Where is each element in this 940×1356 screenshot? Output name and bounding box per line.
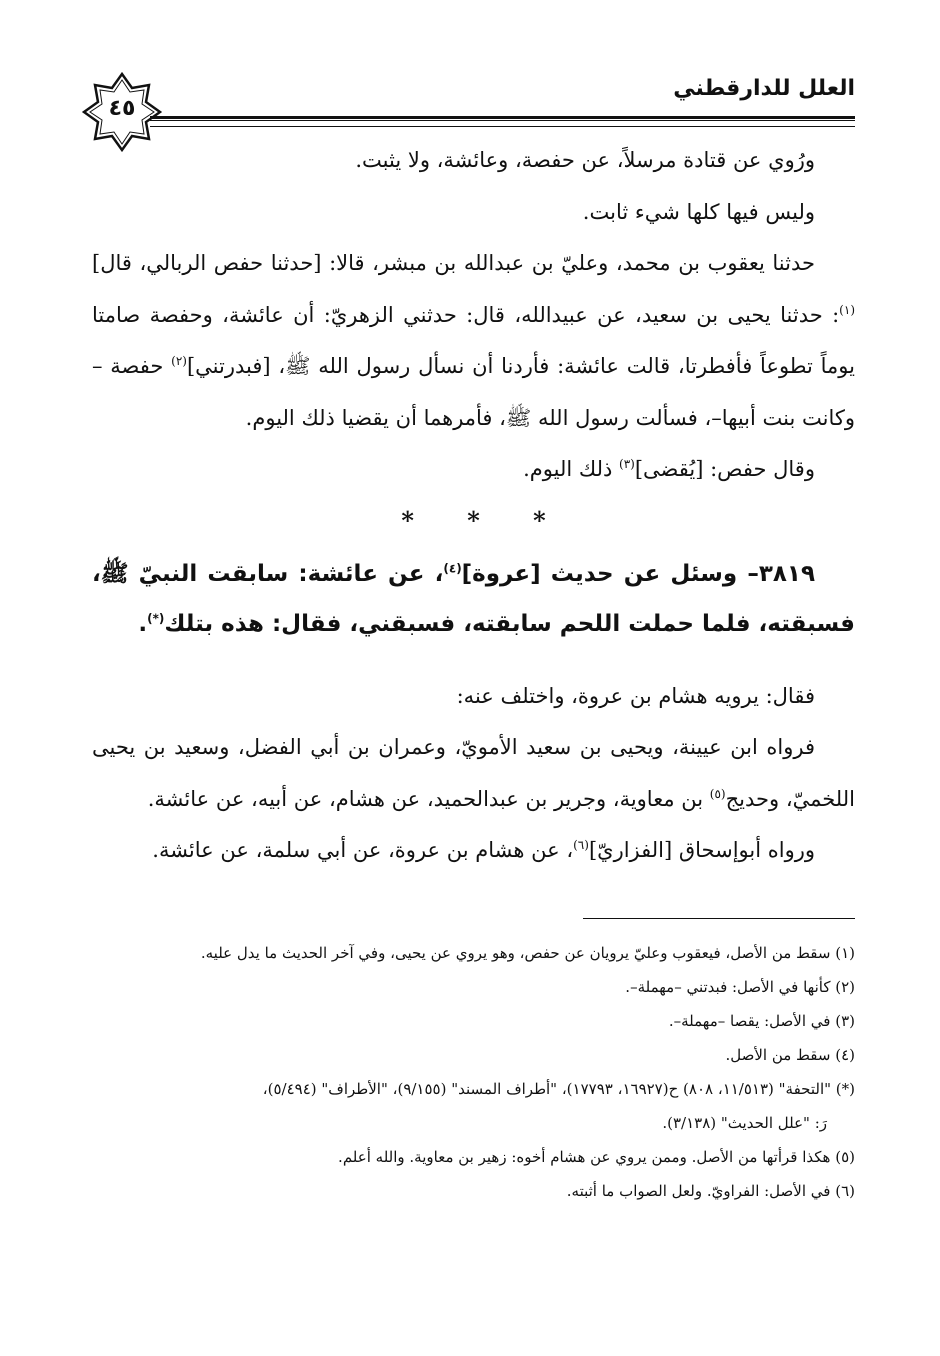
paragraph-text: ورواه أبوإسحاق [الفزاريّ]: [588, 838, 815, 862]
footnotes: [80, 936, 855, 1208]
paragraph-text: فقال: يرويه هشام بن عروة، واختلف عنه:: [456, 683, 815, 708]
heading-text: .: [138, 610, 148, 637]
footnote: (٥) هكذا قرأتها من الأصل. وممن يروي عن هشام أخوه: زهير بن معاوية. والله أعلم.: [338, 1148, 855, 1166]
footnote-ref: (٢): [171, 354, 187, 368]
footnote: (٢) كأنها في الأصل: فبدتني –مهملة–.: [625, 978, 855, 996]
footnote: (٤) سقط من الأصل.: [725, 1046, 855, 1064]
footnote-ref: (٣): [619, 457, 635, 471]
footnote: (٦) في الأصل: الفراويّ. ولعل الصواب ما أثبته.: [566, 1182, 855, 1200]
paragraph: [92, 671, 855, 723]
hadith-paragraph: [92, 238, 855, 444]
header-rule: [150, 116, 855, 127]
page-number: ٤٥: [108, 96, 136, 121]
footnote: (١) سقط من الأصل، فيعقوب وعليّ يرويان عن حفص، وهو يروي عن يحيى، وفي آخر الحديث ما يدل عليه.: [200, 944, 855, 962]
footnote-ref: (٥): [709, 786, 726, 801]
footnote-continuation: رَ: "علل الحديث" (٣/١٣٨).: [662, 1114, 827, 1132]
paragraph-text: حفصة –وكانت بنت أبيها–، فسألت رسول الله ﷺ، فأمرهما أن يقضيا ذلك اليوم.: [92, 354, 855, 430]
paragraph: [92, 135, 855, 187]
paragraph-text: وليس فيها كلها شيء ثابت.: [582, 199, 815, 224]
paragraph-text: بن معاوية، وجرير بن عبدالحميد، عن هشام، عن أبيه، عن عائشة.: [147, 786, 710, 811]
paragraph-text: ورُوي عن قتادة مرسلاً، عن حفصة، وعائشة، ولا يثبت.: [355, 148, 815, 172]
paragraph-text: وقال حفص: [يُقضى]: [634, 457, 815, 481]
footnote: (٣) في الأصل: يقصا –مهملة–.: [668, 1012, 855, 1030]
paragraph-text: ذلك اليوم.: [523, 457, 619, 481]
footnote: (*) "التحفة" (١١/٥١٣، ٨٠٨) ح(١٦٩٢٧، ١٧٧٩٣)، "أطراف المسند" (٩/١٥٥)، "الأطراف" (٥/٤٩٤)،: [262, 1080, 855, 1098]
paragraph: [92, 187, 855, 239]
paragraph-text: : حدثنا يحيى بن سعيد، عن عبيدالله، قال: حدثني الزهريّ: أن عائشة، وحفصة صامتا يوماً تطوعاً فأفطرتا، قالت عائشة: فأردنا أن نسأل رسول الله ﷺ، [فبدرتني]: [92, 302, 855, 378]
main-text: [92, 135, 855, 877]
section-separator: * * *: [401, 505, 546, 535]
footnote-ref: (٦): [573, 838, 589, 852]
paragraph: [92, 722, 855, 825]
footnote-separator: [583, 918, 855, 919]
paragraph-text: ، عن هشام بن عروة، عن أبي سلمة، عن عائشة.: [152, 838, 574, 862]
entry-heading: [92, 549, 855, 649]
running-header-title: العلل للدارقطني: [673, 76, 855, 101]
heading-text: ٣٨١٩– وسئل عن حديث [عروة]: [461, 560, 815, 587]
heading-text: ، عن عائشة: سابقت النبيّ ﷺ، فسبقته، فلما حملت اللحم سابقته، فسبقني، فقال: هذه بتلك: [92, 560, 855, 637]
footnote-ref: (*): [147, 610, 165, 625]
footnote-ref: (٤): [443, 560, 462, 575]
paragraph: [92, 444, 855, 496]
footnote-ref: (١): [839, 302, 855, 317]
paragraph: [92, 825, 855, 877]
paragraph-text: حدثنا يعقوب بن محمد، وعليّ بن عبدالله بن مبشر، قالا: [حدثنا حفص الربالي، قال]: [92, 251, 815, 275]
paragraph-text: فرواه ابن عيينة، ويحيى بن سعيد الأمويّ، وعمران بن أبي الفضل، وسعيد بن يحيى اللخميّ، وحديج: [92, 735, 855, 811]
